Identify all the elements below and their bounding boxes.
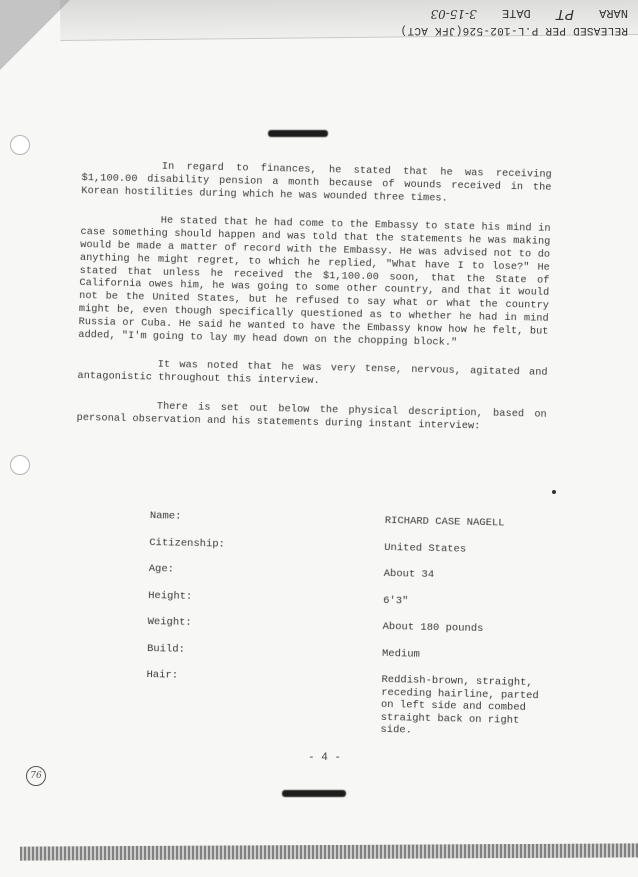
paragraph-embassy-statement: He stated that he had come to the Embassy to state his mind in case something should happen and was told that the statements he was making would be made a matter of record with the Embassy. He was advised not to do anything he might regret, to which he replied, "What have I to lose?" He stated that unless he received the $1,100.00 soon, that the State of California owes him, he was going to some other country, and that it would not be the United States, but he refused to say what or what the country might be, even though specifically questioned as to whether he had in mind Russia or Cuba. He said he wanted to have the Embassy know how he felt, but added, "I'm going to lay my head down on the chopping block." — [78, 216, 557, 349]
release-stamp-line: RELEASED PER P.L-102-526(JFK ACT) — [400, 24, 628, 36]
stamp-date: 3-15-03 — [430, 7, 477, 21]
page-number: - 4 - — [308, 752, 342, 764]
description-row — [147, 642, 547, 663]
description-row — [148, 589, 548, 610]
description-row — [150, 510, 550, 531]
description-value: 6'3" — [383, 594, 409, 607]
stamp-initials: PT — [555, 5, 574, 22]
description-label: Hair: — [146, 668, 179, 682]
paragraph-demeanor: It was noted that he was very tense, nervous, agitated and antagonistic throughout this interview. — [77, 359, 554, 388]
physical-description-table — [145, 510, 550, 754]
description-row — [149, 536, 549, 557]
release-stamp — [358, 2, 628, 36]
description-label: Name: — [149, 510, 182, 523]
description-value: RICHARD CASE NAGELL — [384, 514, 505, 530]
description-label: Age: — [148, 562, 175, 576]
description-label: Height: — [148, 589, 193, 603]
description-label: Build: — [146, 642, 186, 656]
document-body — [76, 160, 559, 451]
description-row — [148, 616, 548, 637]
description-value: Reddish-brown, straight, receding hairline, parted on left side and combed straight back on right side. — [380, 673, 539, 737]
description-label: Citizenship: — [149, 536, 226, 551]
punch-hole-top — [10, 135, 30, 155]
paragraph-finances: In regard to finances, he stated that he was receiving $1,100.00 disability pension a month because of wounds received in the Korean hostilities during which he was wounded three times. — [81, 161, 559, 205]
description-value: About 34 — [383, 567, 435, 581]
folded-corner — [0, 0, 70, 70]
redaction-bar-bottom — [282, 790, 346, 797]
description-value: About 180 pounds — [382, 620, 484, 636]
description-value: United States — [384, 541, 467, 556]
redaction-bar-top — [268, 130, 328, 137]
description-label: Weight: — [147, 615, 192, 629]
handwritten-mark: 76 — [26, 766, 46, 786]
scan-bottom-strip — [20, 843, 638, 860]
description-row — [145, 669, 546, 740]
punch-hole-middle — [10, 455, 30, 475]
nara-label: NARA — [599, 6, 628, 20]
date-label: DATE — [501, 6, 531, 20]
scan-speck — [552, 490, 556, 494]
paragraph-description-intro: There is set out below the physical description, based on personal observation and his statements during instant interview: — [76, 401, 554, 433]
description-row — [149, 563, 549, 584]
description-value: Medium — [381, 647, 420, 661]
